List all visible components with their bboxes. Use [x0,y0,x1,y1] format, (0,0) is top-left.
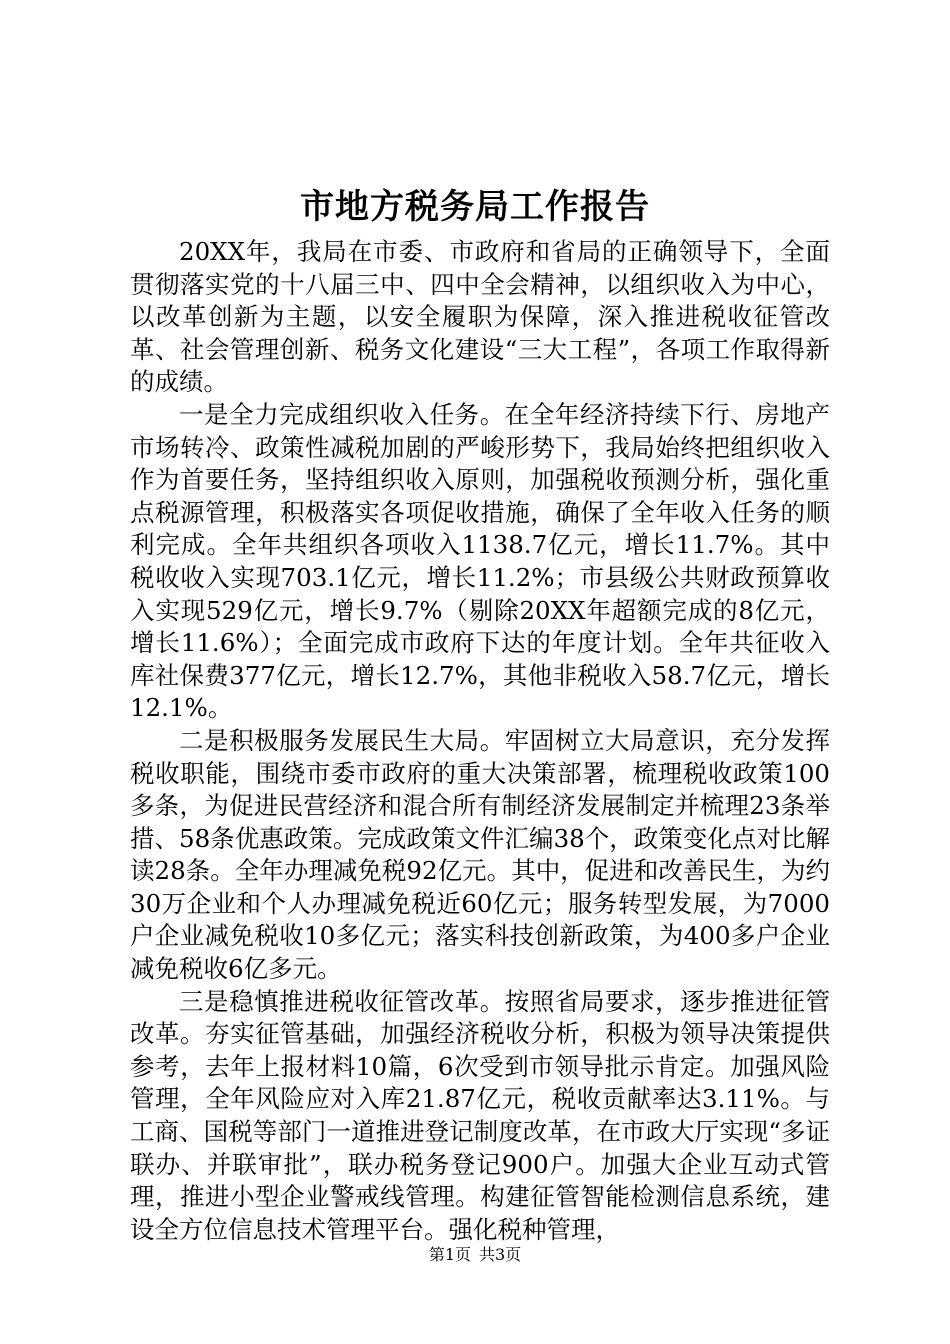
document-title: 市地方税务局工作报告 [300,187,650,227]
page-total: 共3页 [479,1245,522,1264]
page-footer [0,1244,950,1266]
page-number: 第1页 [428,1245,471,1264]
paragraph-intro: 20XX年，我局在市委、市政府和省局的正确领导下，全面贯彻落实党的十八届三中、四中全会精神，以组织收入为中心，以改革创新为主题，以安全履职为保障，深入推进税收征管改革、社会管理创新、税务文化建设“三大工程”，各项工作取得新的成绩。 [130,237,830,397]
document-body [130,236,830,1246]
paragraph-livelihood: 二是积极服务发展民生大局。牢固树立大局意识，充分发挥税收职能，围绕市委市政府的重大决策部署，梳理税收政策100多条，为促进民营经济和混合所有制经济发展制定并梳理23条举措、58条优惠政策。完成政策文件汇编38个，政策变化点对比解读28条。全年办理减免税92亿元。其中，促进和改善民生，为约30万企业和个人办理减免税近60亿元；服务转型发展，为7000户企业减免税收10多亿元；落实科技创新政策，为400多户企业减免税收6亿多元。 [130,725,830,984]
paragraph-reform: 三是稳慎推进税收征管改革。按照省局要求，逐步推进征管改革。夯实征管基础，加强经济税收分析，积极为领导决策提供参考，去年上报材料10篇，6次受到市领导批示肯定。加强风险管理，全年风险应对入库21.87亿元，税收贡献率达3.11%。与工商、国税等部门一道推进登记制度改革，在市政大厅实现“多证联办、并联审批”，联办税务登记900户。加强大企业互动式管理，推进小型企业警戒线管理。构建征管智能检测信息系统，建设全方位信息技术管理平台。强化税种管理， [130,986,830,1244]
paragraph-revenue: 一是全力完成组织收入任务。在全年经济持续下行、房地产市场转冷、政策性减税加剧的严峻形势下，我局始终把组织收入作为首要任务，坚持组织收入原则，加强税收预测分析，强化重点税源管理，积极落实各项促收措施，确保了全年收入任务的顺利完成。全年共组织各项收入1138.7亿元，增长11.7%。其中税收收入实现703.1亿元，增长11.2%；市县级公共财政预算收入实现529亿元，增长9.7%（剔除20XX年超额完成的8亿元，增长11.6%）；全面完成市政府下达的年度计划。全年共征收入库社保费377亿元，增长12.7%，其他非税收入58.7亿元，增长12.1%。 [130,399,830,723]
